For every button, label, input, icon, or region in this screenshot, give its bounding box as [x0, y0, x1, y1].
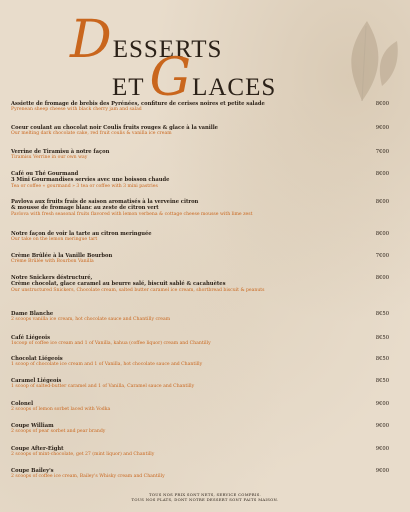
menu-item — [11, 446, 389, 458]
menu-item-description: Crème Brûlée with Bourbon Vanilla — [11, 259, 94, 265]
menu-item-description: 2 scoops of pear sorbet and pear brandy — [11, 429, 106, 435]
menu-item-price: 8€00 — [375, 199, 389, 205]
footer-line-1: TOUS NOS PRIX SONT NETS, SERVICE COMPRIS. — [148, 492, 261, 497]
menu-item-description: 1 scoop of salted-butter caramel and 1 of Vanilla, Caramel sauce and Chantilly — [11, 384, 195, 390]
title-initial-d: D — [70, 10, 113, 70]
menu-item — [11, 423, 389, 435]
menu-item — [11, 125, 389, 137]
menu-item — [11, 311, 389, 323]
footer-notice — [0, 492, 410, 502]
menu-item-description: 2 scoops of coffee ice cream, Bailey's Whisky cream and Chantilly — [11, 474, 165, 480]
menu-item-price: 8€00 — [375, 101, 389, 107]
title-initial-g: G — [149, 48, 193, 108]
menu-item-price: 8€00 — [375, 231, 389, 237]
menu-item-description: Tea or coffee « gourmand » 3 tea or coffee with 3 mini pastries — [11, 183, 158, 189]
menu-item-price: 7€00 — [375, 253, 389, 259]
menu-item-name: Café ou Thé Gourmand 3 Mini Gourmandises servies avec une boisson chaude — [11, 171, 170, 184]
menu-item-name: Dame Blanche — [11, 311, 54, 317]
menu-item-price: 9€00 — [375, 125, 389, 131]
menu-item-price: 8€00 — [375, 171, 389, 177]
menu-item-price: 8€00 — [375, 275, 389, 281]
menu-item-price: 9€00 — [375, 446, 389, 452]
menu-item — [11, 335, 389, 347]
title-glaces-rest: LACES — [192, 74, 277, 101]
menu-item-description: 1 scoop of chocolate ice cream and 1 of Vanilla, hot chocolate sauce and Chantilly — [11, 362, 203, 368]
title-et: ET — [112, 74, 145, 101]
leaf-decoration-icon — [322, 16, 402, 106]
menu-item-name: Pavlova aux fruits frais de saison aromatisés à la verveine citron & mousse de fromage blanc au zeste de citron vert — [11, 199, 199, 212]
menu-item-name: Colonel — [11, 401, 34, 407]
menu-item-name: Caramel Liégeois — [11, 378, 62, 384]
menu-item — [11, 401, 389, 413]
menu-item-name: Notre Snickers déstructuré, Crème chocolat, glace caramel au beurre salé, biscuit sablé & cacahuètes — [11, 275, 226, 288]
menu-item-name: Coeur coulant au chocolat noir Coulis fruits rouges & glace à la vanille — [11, 125, 218, 131]
menu-item-description: 1scoop of coffee ice cream and 1 of Vanilla, kahua (coffee liquor) cream and Chantilly — [11, 341, 211, 347]
menu-item-price: 9€00 — [375, 468, 389, 474]
menu-item-price: 7€00 — [375, 149, 389, 155]
menu-item-description: 2 scoops vanilla ice cream, hot chocolate sauce and Chantilly cream — [11, 317, 171, 323]
menu-item — [11, 171, 389, 190]
menu-item — [11, 378, 389, 390]
menu-item-description: Pyrenean sheep cheese with black cherry jam and salad — [11, 107, 142, 113]
menu-item-price: 8€50 — [375, 378, 389, 384]
menu-item — [11, 468, 389, 480]
menu-item — [11, 101, 389, 113]
menu-item — [11, 149, 389, 161]
menu-item-price: 9€00 — [375, 423, 389, 429]
menu-item-name: Chocolat Liégeois — [11, 356, 63, 362]
menu-item-name: Notre façon de voir la tarte au citron meringuée — [11, 231, 152, 237]
menu-item-name: Coupe After-Eight — [11, 446, 64, 452]
footer-line-2: TOUS NOS PLATS, DONT NOTRE DESSERT SONT FAITS MAISON. — [131, 497, 279, 502]
menu-item-description: Our melting dark chocolate cake, red fruit coulis & vanilla ice cream — [11, 131, 172, 137]
menu-item-name: Coupe Bailey's — [11, 468, 54, 474]
menu-item-name: Coupe William — [11, 423, 54, 429]
menu-item — [11, 231, 389, 243]
menu-item-name: Assiette de fromage de brebis des Pyrénées, confiture de cerises noires et petite salade — [11, 101, 265, 107]
menu-item — [11, 253, 389, 265]
menu-item — [11, 199, 389, 218]
menu-item-description: 2 scoops of lemon sorbet laced with Vodka — [11, 407, 111, 413]
menu-item-price: 9€00 — [375, 401, 389, 407]
menu-item-name: Verrine de Tiramisu à notre façon — [11, 149, 110, 155]
menu-item-name: Café Liégeois — [11, 335, 51, 341]
menu-item-name: Crème Brûlée à la Vanille Bourbon — [11, 253, 113, 259]
menu-item — [11, 275, 389, 294]
menu-item-description: 2 scoops of mint-chocolate, get 27 (mint liquor) and Chantilly — [11, 452, 155, 458]
menu-item — [11, 356, 389, 368]
menu-item-description: Our unstructured Snickers, Chocolate cream, salted butter caramel ice cream, shortbread biscuit & peanuts — [11, 287, 265, 293]
menu-item-description: Pavlova with fresh seasonal fruits flavored with lemon verbena & cottage cheese mousse with lime zest — [11, 211, 253, 217]
menu-item-description: Tiramisu Verrine in our own way — [11, 155, 88, 161]
title-desserts-rest: ESSERTS — [112, 36, 223, 63]
menu-item-description: Our take on the lemon meringue tart — [11, 237, 98, 243]
menu-item-price: 8€50 — [375, 335, 389, 341]
menu-item-price: 8€50 — [375, 311, 389, 317]
menu-item-price: 8€50 — [375, 356, 389, 362]
